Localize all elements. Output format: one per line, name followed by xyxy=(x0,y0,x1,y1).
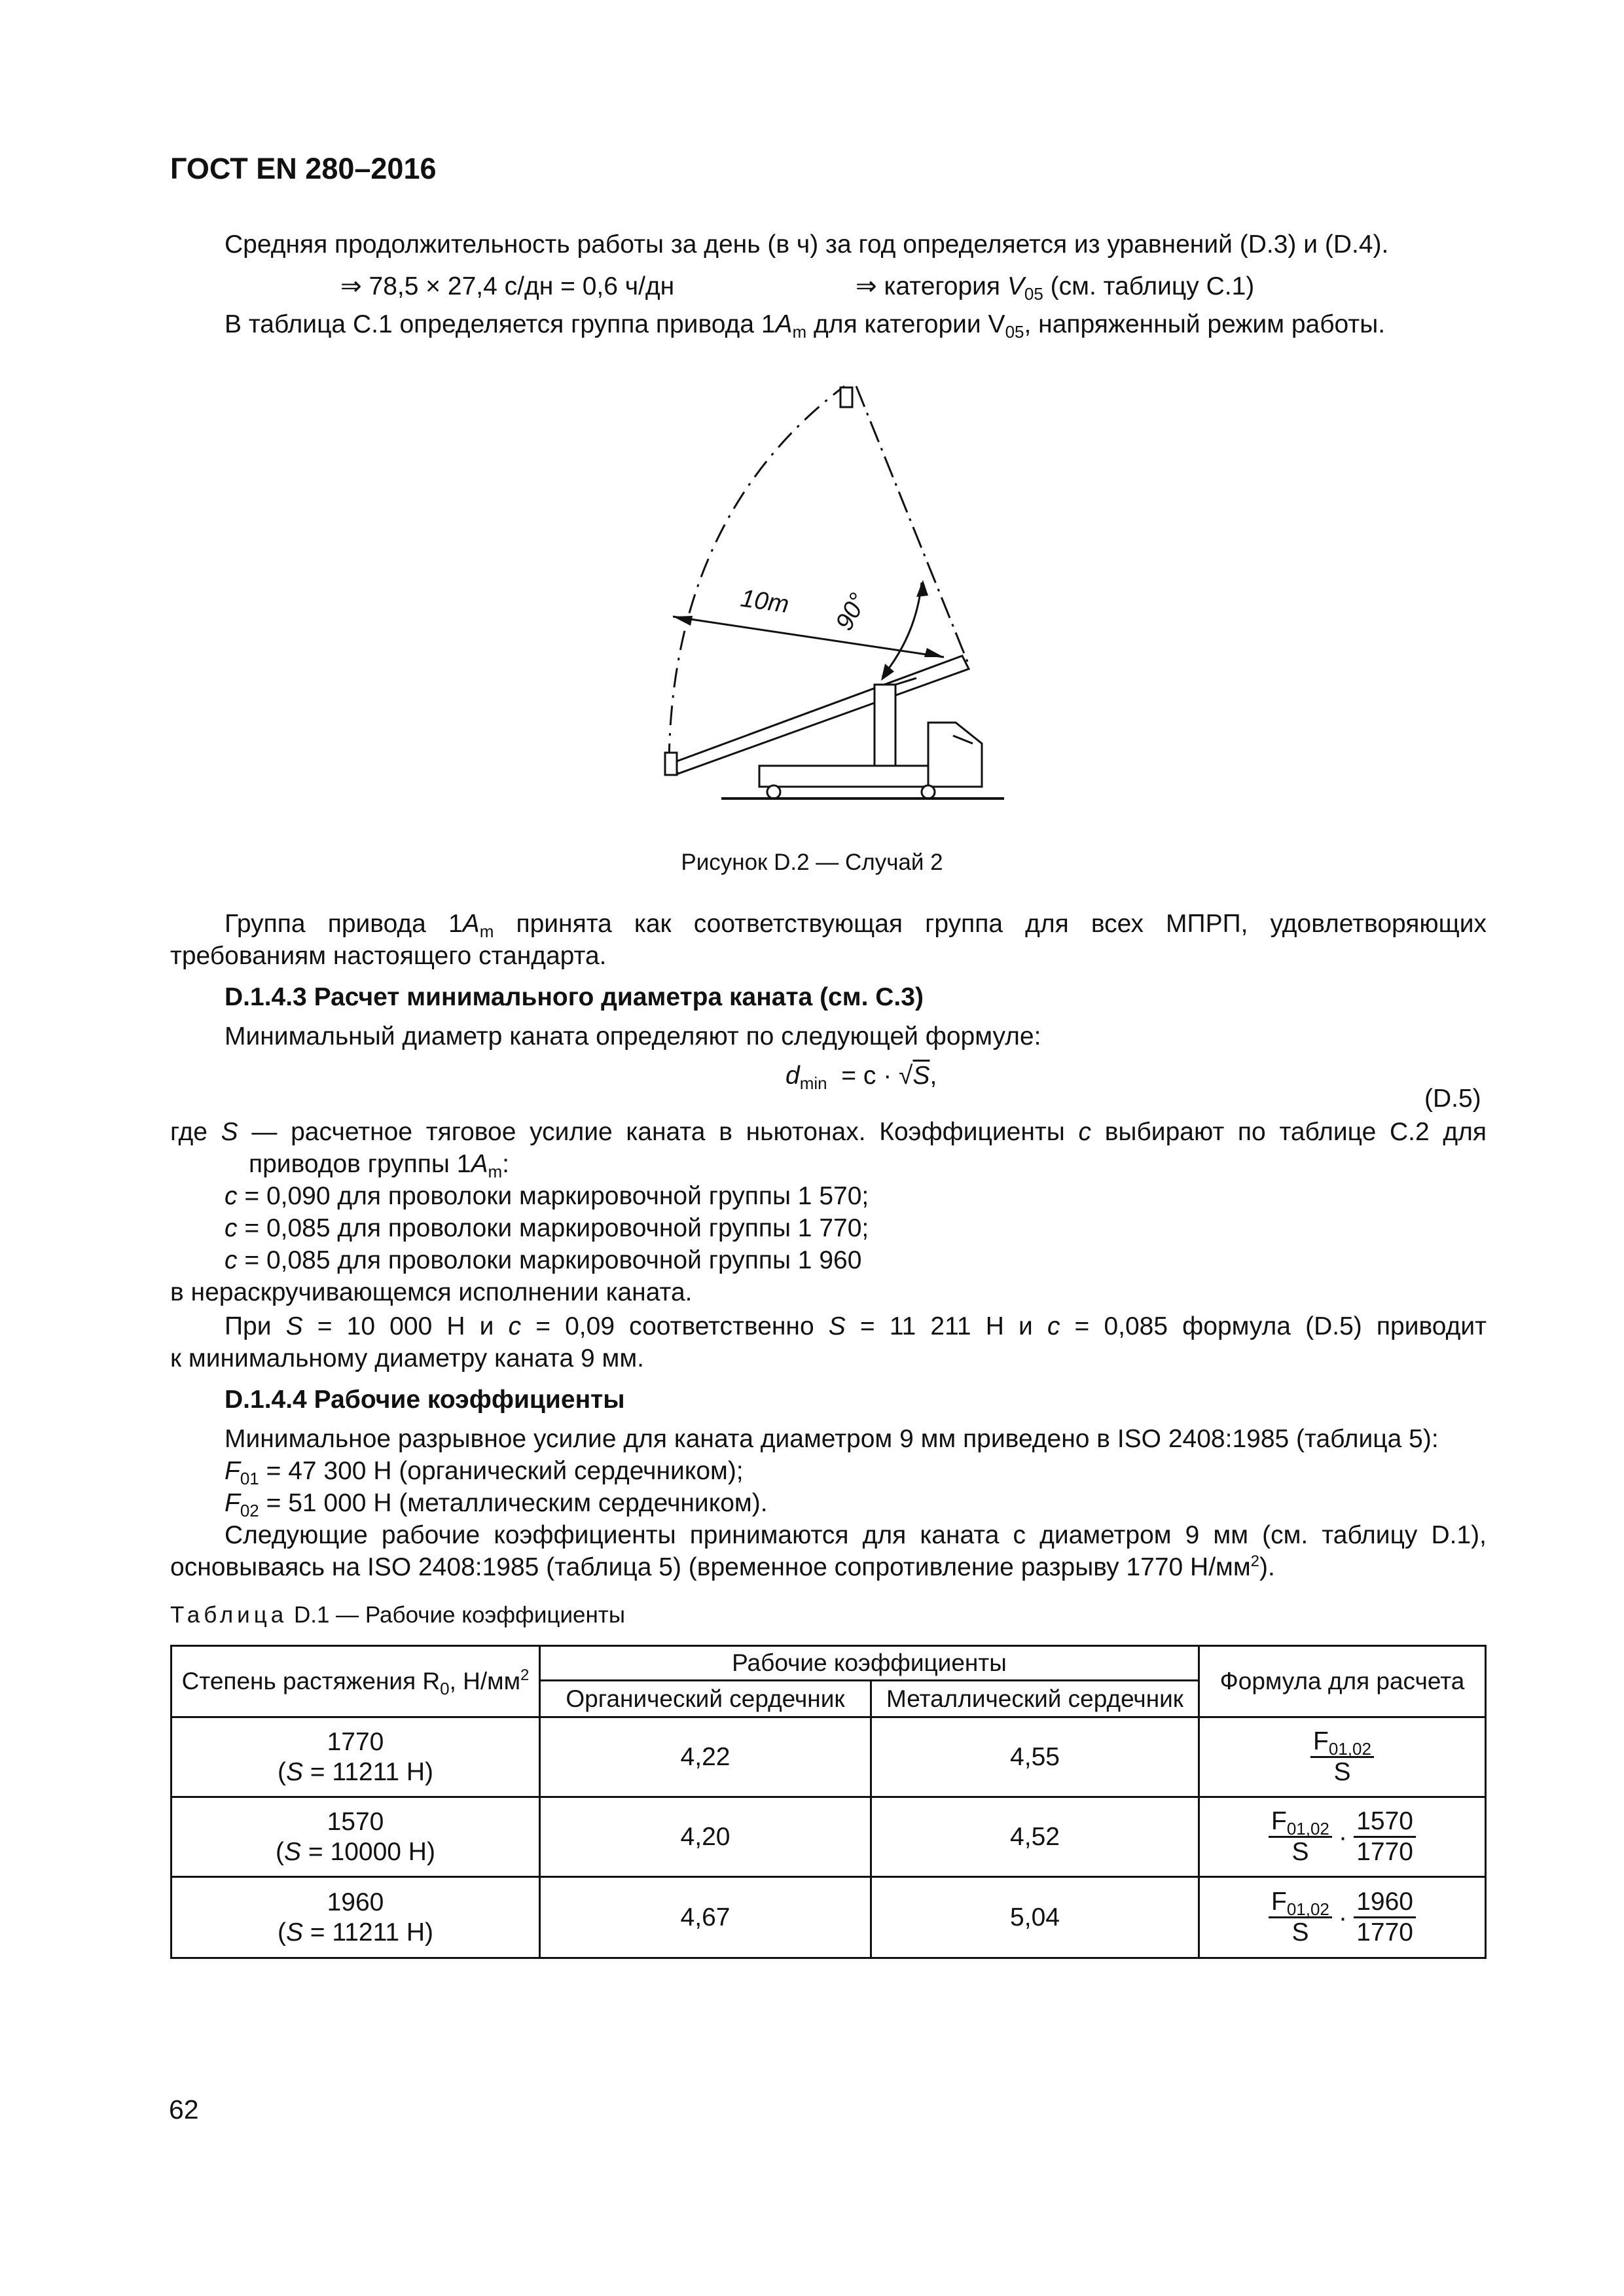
intro-paragraph-2: В таблица С.1 определяется группа привода $1A_m$ для категории $V_{05}$, напряженный режим работы. xyxy=(225,310,1386,342)
formula-number: (D.5) xyxy=(1424,1085,1481,1113)
table-title: Таблица D.1 — Рабочие коэффициенты xyxy=(170,1602,625,1628)
header-formula: Формула для расчета xyxy=(1219,1668,1465,1695)
front-wheel xyxy=(922,785,935,798)
implies-arrow: ⇒ xyxy=(856,272,877,300)
pri-line2: к минимальному диаметру каната 9 мм. xyxy=(170,1344,645,1372)
d144-intro: Минимальное разрывное усилие для каната диаметром 9 мм приведено в ISO 2408:1985 (таблица 5): xyxy=(225,1425,1439,1453)
table-row-2-organic: 4,20 xyxy=(680,1822,731,1851)
header-organic: Органический сердечник xyxy=(566,1685,845,1712)
c-value-1: c = 0,090 для проволоки маркировочной группы 1 570; xyxy=(225,1182,869,1210)
table-row-1-stress: 1770 (S = 11211 Н) xyxy=(277,1727,434,1786)
crane-figure xyxy=(641,373,1021,812)
d143-intro: Минимальный диаметр каната определяют по следующей формуле: xyxy=(225,1022,1041,1050)
header-coefficients: Рабочие коэффициенты xyxy=(732,1649,1007,1676)
reach-dimension-line xyxy=(673,617,944,657)
page-header: ГОСТ EN 280–2016 xyxy=(170,152,437,185)
after-list-text: в нераскручивающемся исполнении каната. xyxy=(170,1278,693,1306)
table-row-2-metal: 4,52 xyxy=(1010,1822,1060,1851)
section-heading-d143: D.1.4.3 Расчет минимального диаметра каната (см. С.3) xyxy=(225,983,924,1011)
page-number: 62 xyxy=(169,2094,199,2125)
where-line1: где S — расчетное тяговое усилие каната в ньютонах. Коэффициенты c выбирают по таблице С.2 для xyxy=(170,1118,1487,1146)
intro-paragraph: Средняя продолжительность работы за день (в ч) за год определяется из уравнений (D.3) и (D.4). xyxy=(225,230,1389,259)
boom xyxy=(672,656,969,774)
f01-line: $F_{01} = 47$ 300 Н (органический сердечником); xyxy=(225,1457,744,1488)
table-row-3-metal: 5,04 xyxy=(1010,1903,1060,1931)
table-row-2-formula: $\frac{F_{01,02}}{S}$ · $\frac{1570}{1770}$ xyxy=(1200,1798,1485,1876)
table-row-2-stress: 1570 (S = 10000 Н) xyxy=(276,1807,435,1866)
group-paragraph-line2: требованиям настоящего стандарта. xyxy=(170,942,607,970)
f02-line: $F_{02} = 51$ 000 Н (металлическим сердечником). xyxy=(225,1489,768,1520)
formula-d5: $d_{min} = c \cdot √S$, xyxy=(785,1062,937,1093)
lower-platform xyxy=(665,753,677,775)
angle-label: 90° xyxy=(830,588,873,636)
table-row-3-formula: $\frac{F_{01,02}}{S}$ · $\frac{1960}{1770}$ xyxy=(1200,1878,1485,1957)
d144-paragraph-line2: основываясь на ISO 2408:1985 (таблица 5) (временное сопротивление разрыву 1770 $Н/мм^2$). xyxy=(170,1552,1275,1581)
table-row-3-stress: 1960 (S = 11211 Н) xyxy=(277,1888,434,1946)
c-value-3: c = 0,085 для проволоки маркировочной группы 1 960 xyxy=(225,1246,862,1274)
angle-arc xyxy=(882,583,922,677)
truck-chassis xyxy=(759,766,929,787)
upper-platform xyxy=(840,387,852,407)
calc-line-left: ⇒ 78,5 × 27,4 с/дн = 0,6 ч/дн xyxy=(340,272,675,300)
header-stress: Степень растяжения $R_0$, $Н/мм^2$ xyxy=(181,1666,530,1698)
truck-cab xyxy=(928,723,982,787)
table-row-3-organic: 4,67 xyxy=(680,1903,731,1931)
implies-arrow: ⇒ xyxy=(340,272,362,300)
pri-line1: При S = 10 000 Н и c = 0,09 соответственно S = 11 211 Н и c = 0,085 формула (D.5) приводит xyxy=(225,1312,1487,1340)
figure-caption: Рисунок D.2 — Случай 2 xyxy=(681,850,943,875)
section-heading-d144: D.1.4.4 Рабочие коэффициенты xyxy=(225,1386,625,1414)
group-paragraph-line1: Группа привода $1A_m$ принята как соответствующая группа для всех МПРП, удовлетворяющих xyxy=(225,910,1487,941)
coefficients-table xyxy=(170,1645,1487,1959)
rear-wheel xyxy=(767,785,780,798)
where-line2: приводов группы $1A_m$: xyxy=(249,1150,510,1181)
calc-line-right: ⇒ категория $V_{05}$ (см. таблицу С.1) xyxy=(856,272,1255,304)
table-row-1-organic: 4,22 xyxy=(680,1742,731,1771)
c-value-2: c = 0,085 для проволоки маркировочной группы 1 770; xyxy=(225,1214,869,1242)
table-row-1-formula: $\frac{F_{01,02}}{S}$ xyxy=(1200,1718,1485,1796)
d144-paragraph-line1: Следующие рабочие коэффициенты принимаются для каната с диаметром 9 мм (см. таблицу D.1), xyxy=(225,1521,1487,1549)
mast xyxy=(875,685,895,778)
reach-label: 10m xyxy=(738,584,791,619)
table-row-1-metal: 4,55 xyxy=(1010,1742,1060,1771)
reach-arc xyxy=(669,386,844,763)
header-metal: Металлический сердечник xyxy=(886,1685,1183,1712)
